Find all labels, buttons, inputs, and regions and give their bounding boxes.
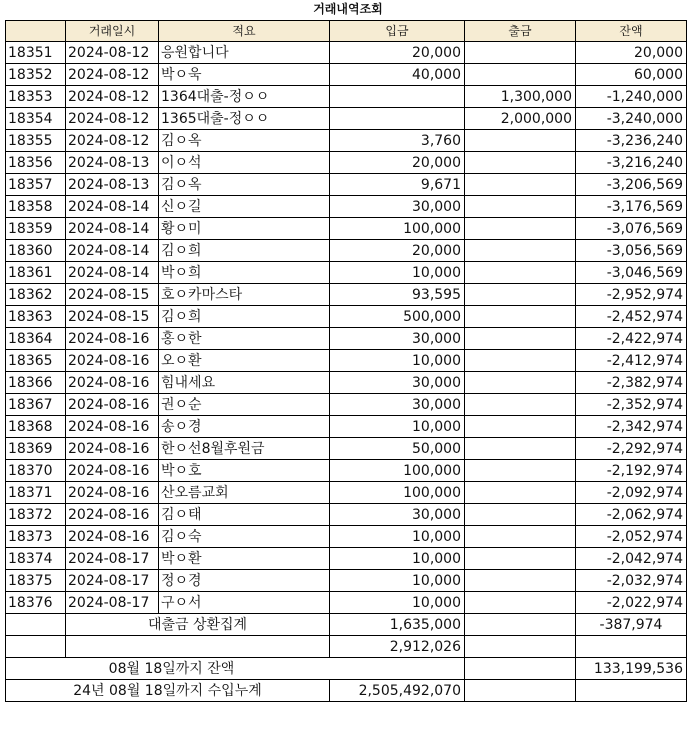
table-row bbox=[6, 350, 687, 372]
table-row bbox=[6, 438, 687, 460]
cell-date: 2024-08-14 bbox=[66, 262, 159, 284]
cell-balance: -2,422,974 bbox=[576, 328, 687, 350]
cell-deposit: 10,000 bbox=[330, 592, 465, 614]
cell-memo: 김ㅇ옥 bbox=[159, 174, 330, 196]
cell-deposit: 10,000 bbox=[330, 570, 465, 592]
cell-withdraw bbox=[465, 218, 576, 240]
empty-cell bbox=[66, 636, 330, 658]
loan-summary-row bbox=[6, 614, 687, 636]
cell-memo: 응원합니다 bbox=[159, 42, 330, 64]
income-label: 24년 08월 18일까지 수입누계 bbox=[6, 680, 330, 702]
cell-date: 2024-08-13 bbox=[66, 174, 159, 196]
cell-deposit: 30,000 bbox=[330, 394, 465, 416]
cell-withdraw bbox=[465, 592, 576, 614]
cell-no: 18353 bbox=[6, 86, 66, 108]
cell-withdraw bbox=[465, 64, 576, 86]
cell-no: 18362 bbox=[6, 284, 66, 306]
cell-no: 18357 bbox=[6, 174, 66, 196]
table-row bbox=[6, 64, 687, 86]
table-row bbox=[6, 482, 687, 504]
cell-balance: -2,452,974 bbox=[576, 306, 687, 328]
cell-no: 18369 bbox=[6, 438, 66, 460]
cell-balance: -2,342,974 bbox=[576, 416, 687, 438]
cell-withdraw bbox=[465, 262, 576, 284]
cell-memo: 1365대출-정ㅇㅇ bbox=[159, 108, 330, 130]
cell-balance: -3,240,000 bbox=[576, 108, 687, 130]
table-row bbox=[6, 174, 687, 196]
cell-memo: 김ㅇ숙 bbox=[159, 526, 330, 548]
cell-balance: -3,046,569 bbox=[576, 262, 687, 284]
cell-no: 18361 bbox=[6, 262, 66, 284]
loan-summary-label: 대출금 상환집계 bbox=[66, 614, 330, 636]
table-row bbox=[6, 394, 687, 416]
loan-summary-balance: -387,974 bbox=[576, 614, 687, 636]
cell-memo: 홍ㅇ한 bbox=[159, 328, 330, 350]
cell-date: 2024-08-12 bbox=[66, 42, 159, 64]
cell-withdraw bbox=[465, 306, 576, 328]
table-row bbox=[6, 284, 687, 306]
cell-date: 2024-08-16 bbox=[66, 372, 159, 394]
cell-deposit: 20,000 bbox=[330, 152, 465, 174]
cell-no: 18368 bbox=[6, 416, 66, 438]
cell-date: 2024-08-16 bbox=[66, 460, 159, 482]
cell-no: 18371 bbox=[6, 482, 66, 504]
cell-withdraw bbox=[465, 328, 576, 350]
cell-no: 18359 bbox=[6, 218, 66, 240]
column-header-date: 거래일시 bbox=[66, 21, 159, 42]
cell-no: 18376 bbox=[6, 592, 66, 614]
cell-withdraw bbox=[465, 570, 576, 592]
empty-cell bbox=[465, 636, 576, 658]
cell-deposit: 30,000 bbox=[330, 196, 465, 218]
cell-no: 18354 bbox=[6, 108, 66, 130]
cell-withdraw bbox=[465, 416, 576, 438]
cell-withdraw bbox=[465, 174, 576, 196]
cell-memo: 정ㅇ경 bbox=[159, 570, 330, 592]
cell-date: 2024-08-17 bbox=[66, 570, 159, 592]
empty-cell bbox=[576, 636, 687, 658]
cell-memo: 오ㅇ환 bbox=[159, 350, 330, 372]
cell-withdraw bbox=[465, 482, 576, 504]
cell-no: 18363 bbox=[6, 306, 66, 328]
cell-balance: -3,076,569 bbox=[576, 218, 687, 240]
cell-no: 18372 bbox=[6, 504, 66, 526]
cell-deposit: 93,595 bbox=[330, 284, 465, 306]
subtotal-row bbox=[6, 636, 687, 658]
cell-deposit: 100,000 bbox=[330, 460, 465, 482]
cell-date: 2024-08-16 bbox=[66, 328, 159, 350]
cell-memo: 송ㅇ경 bbox=[159, 416, 330, 438]
cell-memo: 김ㅇ태 bbox=[159, 504, 330, 526]
cell-no: 18351 bbox=[6, 42, 66, 64]
cell-deposit bbox=[330, 86, 465, 108]
table-row bbox=[6, 86, 687, 108]
cell-memo: 산오름교회 bbox=[159, 482, 330, 504]
transactions-table bbox=[5, 20, 687, 702]
cell-withdraw bbox=[465, 130, 576, 152]
cell-no: 18365 bbox=[6, 350, 66, 372]
table-row bbox=[6, 218, 687, 240]
cell-balance: -2,292,974 bbox=[576, 438, 687, 460]
cell-no: 18355 bbox=[6, 130, 66, 152]
cell-deposit: 30,000 bbox=[330, 328, 465, 350]
cell-no: 18367 bbox=[6, 394, 66, 416]
cell-balance: 20,000 bbox=[576, 42, 687, 64]
subtotal-deposit: 2,912,026 bbox=[330, 636, 465, 658]
cell-date: 2024-08-13 bbox=[66, 152, 159, 174]
cell-no: 18366 bbox=[6, 372, 66, 394]
cell-memo: 신ㅇ길 bbox=[159, 196, 330, 218]
sheet-title: 거래내역조회 bbox=[313, 2, 383, 16]
cell-withdraw bbox=[465, 240, 576, 262]
cell-balance: -3,236,240 bbox=[576, 130, 687, 152]
column-header-withdraw: 출금 bbox=[465, 21, 576, 42]
cell-no: 18375 bbox=[6, 570, 66, 592]
balance-label: 08월 18일까지 잔액 bbox=[6, 658, 465, 680]
cell-balance: -1,240,000 bbox=[576, 86, 687, 108]
cell-no: 18360 bbox=[6, 240, 66, 262]
cell-date: 2024-08-17 bbox=[66, 548, 159, 570]
cell-deposit: 30,000 bbox=[330, 504, 465, 526]
cell-no: 18364 bbox=[6, 328, 66, 350]
empty-cell bbox=[6, 636, 66, 658]
cell-date: 2024-08-16 bbox=[66, 394, 159, 416]
table-row bbox=[6, 42, 687, 64]
cell-deposit: 500,000 bbox=[330, 306, 465, 328]
cell-balance: -2,352,974 bbox=[576, 394, 687, 416]
cell-date: 2024-08-16 bbox=[66, 482, 159, 504]
table-row bbox=[6, 196, 687, 218]
cell-date: 2024-08-16 bbox=[66, 350, 159, 372]
cell-deposit: 10,000 bbox=[330, 262, 465, 284]
cell-memo: 박ㅇ욱 bbox=[159, 64, 330, 86]
column-header-deposit: 입금 bbox=[330, 21, 465, 42]
cell-withdraw bbox=[465, 372, 576, 394]
cell-balance: -2,062,974 bbox=[576, 504, 687, 526]
income-value: 2,505,492,070 bbox=[330, 680, 465, 702]
cell-memo: 구ㅇ서 bbox=[159, 592, 330, 614]
cell-balance: -3,056,569 bbox=[576, 240, 687, 262]
cell-deposit: 3,760 bbox=[330, 130, 465, 152]
cell-withdraw bbox=[465, 350, 576, 372]
cell-date: 2024-08-15 bbox=[66, 306, 159, 328]
cell-balance: -2,042,974 bbox=[576, 548, 687, 570]
cell-deposit: 100,000 bbox=[330, 482, 465, 504]
cell-deposit: 30,000 bbox=[330, 372, 465, 394]
cell-balance: -2,382,974 bbox=[576, 372, 687, 394]
cell-memo: 힘내세요 bbox=[159, 372, 330, 394]
cell-memo: 1364대출-정ㅇㅇ bbox=[159, 86, 330, 108]
table-row bbox=[6, 372, 687, 394]
empty-cell bbox=[465, 680, 576, 702]
cell-balance: -2,032,974 bbox=[576, 570, 687, 592]
loan-summary-deposit: 1,635,000 bbox=[330, 614, 465, 636]
cell-date: 2024-08-14 bbox=[66, 240, 159, 262]
balance-value: 133,199,536 bbox=[576, 658, 687, 680]
column-header-balance: 잔액 bbox=[576, 21, 687, 42]
table-row bbox=[6, 416, 687, 438]
table-row bbox=[6, 240, 687, 262]
table-row bbox=[6, 152, 687, 174]
cell-withdraw bbox=[465, 438, 576, 460]
cell-withdraw bbox=[465, 526, 576, 548]
cell-memo: 권ㅇ순 bbox=[159, 394, 330, 416]
cell-memo: 한ㅇ선8월후원금 bbox=[159, 438, 330, 460]
cell-date: 2024-08-16 bbox=[66, 438, 159, 460]
cell-date: 2024-08-16 bbox=[66, 526, 159, 548]
cell-balance: -2,412,974 bbox=[576, 350, 687, 372]
cell-balance: -3,206,569 bbox=[576, 174, 687, 196]
cell-memo: 박ㅇ호 bbox=[159, 460, 330, 482]
empty-cell bbox=[465, 614, 576, 636]
empty-cell bbox=[465, 658, 576, 680]
cell-memo: 박ㅇ환 bbox=[159, 548, 330, 570]
cell-memo: 황ㅇ미 bbox=[159, 218, 330, 240]
cell-date: 2024-08-16 bbox=[66, 504, 159, 526]
cell-no: 18374 bbox=[6, 548, 66, 570]
cell-withdraw: 2,000,000 bbox=[465, 108, 576, 130]
cell-withdraw bbox=[465, 504, 576, 526]
cell-balance: -2,052,974 bbox=[576, 526, 687, 548]
cell-deposit: 40,000 bbox=[330, 64, 465, 86]
cell-no: 18370 bbox=[6, 460, 66, 482]
cell-no: 18356 bbox=[6, 152, 66, 174]
cell-date: 2024-08-12 bbox=[66, 130, 159, 152]
cell-balance: -3,176,569 bbox=[576, 196, 687, 218]
cell-date: 2024-08-12 bbox=[66, 108, 159, 130]
table-row bbox=[6, 592, 687, 614]
empty-cell bbox=[576, 680, 687, 702]
cell-deposit: 100,000 bbox=[330, 218, 465, 240]
cell-date: 2024-08-16 bbox=[66, 416, 159, 438]
table-row bbox=[6, 504, 687, 526]
cell-withdraw bbox=[465, 548, 576, 570]
cell-no: 18373 bbox=[6, 526, 66, 548]
table-row bbox=[6, 130, 687, 152]
cell-date: 2024-08-15 bbox=[66, 284, 159, 306]
cell-balance: -2,192,974 bbox=[576, 460, 687, 482]
cell-date: 2024-08-17 bbox=[66, 592, 159, 614]
cell-deposit bbox=[330, 108, 465, 130]
cell-no: 18358 bbox=[6, 196, 66, 218]
cell-balance: -2,022,974 bbox=[576, 592, 687, 614]
cell-withdraw bbox=[465, 284, 576, 306]
table-row bbox=[6, 328, 687, 350]
column-header-memo: 적요 bbox=[159, 21, 330, 42]
cell-deposit: 10,000 bbox=[330, 548, 465, 570]
table-row bbox=[6, 526, 687, 548]
cell-balance: -2,092,974 bbox=[576, 482, 687, 504]
table-row bbox=[6, 548, 687, 570]
table-row bbox=[6, 108, 687, 130]
table-header-row bbox=[6, 21, 687, 42]
cell-withdraw bbox=[465, 42, 576, 64]
cell-memo: 김ㅇ희 bbox=[159, 306, 330, 328]
cell-date: 2024-08-14 bbox=[66, 196, 159, 218]
cell-deposit: 10,000 bbox=[330, 526, 465, 548]
cell-date: 2024-08-14 bbox=[66, 218, 159, 240]
cell-memo: 호ㅇ카마스타 bbox=[159, 284, 330, 306]
cell-withdraw: 1,300,000 bbox=[465, 86, 576, 108]
cell-memo: 김ㅇ희 bbox=[159, 240, 330, 262]
cell-balance: -3,216,240 bbox=[576, 152, 687, 174]
cell-withdraw bbox=[465, 152, 576, 174]
table-row bbox=[6, 570, 687, 592]
cell-balance: 60,000 bbox=[576, 64, 687, 86]
cell-deposit: 10,000 bbox=[330, 350, 465, 372]
cell-memo: 박ㅇ희 bbox=[159, 262, 330, 284]
cell-date: 2024-08-12 bbox=[66, 86, 159, 108]
balance-row bbox=[6, 658, 687, 680]
table-row bbox=[6, 262, 687, 284]
cell-withdraw bbox=[465, 196, 576, 218]
cell-deposit: 20,000 bbox=[330, 240, 465, 262]
cell-memo: 이ㅇ석 bbox=[159, 152, 330, 174]
table-row bbox=[6, 306, 687, 328]
cell-date: 2024-08-12 bbox=[66, 64, 159, 86]
cell-deposit: 10,000 bbox=[330, 416, 465, 438]
empty-cell bbox=[6, 614, 66, 636]
cell-withdraw bbox=[465, 460, 576, 482]
cell-deposit: 9,671 bbox=[330, 174, 465, 196]
cell-deposit: 50,000 bbox=[330, 438, 465, 460]
cell-withdraw bbox=[465, 394, 576, 416]
cell-balance: -2,952,974 bbox=[576, 284, 687, 306]
cell-memo: 김ㅇ옥 bbox=[159, 130, 330, 152]
cell-deposit: 20,000 bbox=[330, 42, 465, 64]
column-header-no bbox=[6, 21, 66, 42]
income-row bbox=[6, 680, 687, 702]
cell-no: 18352 bbox=[6, 64, 66, 86]
table-row bbox=[6, 460, 687, 482]
